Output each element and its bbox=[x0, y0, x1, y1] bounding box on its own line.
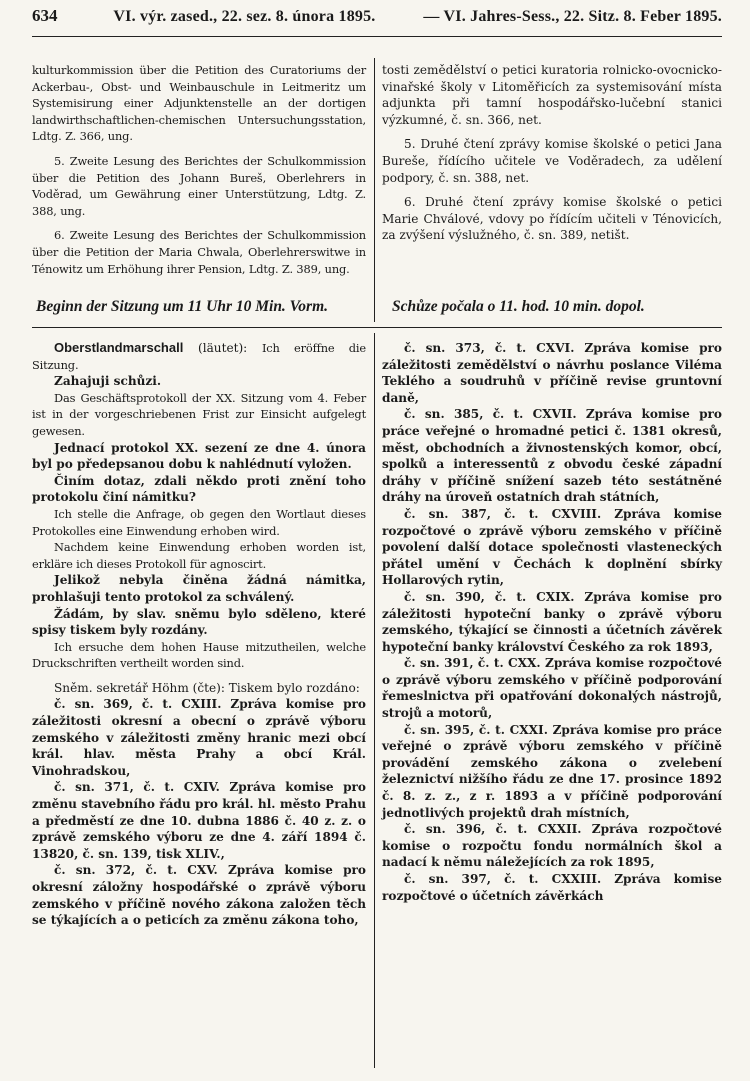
speaker-note: (läutet): bbox=[198, 341, 248, 355]
top-right-column-czech bbox=[382, 62, 722, 244]
sitting-start-czech: Schůze počala o 11. hod. 10 min. dopol. bbox=[392, 298, 645, 315]
print-item-397: č. sn. 397, č. t. CXXIII. Zpráva komise rozpočtové o účetních závěrkách bbox=[382, 872, 722, 903]
print-item-371: č. sn. 371, č. t. CXIV. Zpráva komise pro změnu stavebního řádu pro král. hl. město Prahu a předměstí ze dne 10. dubna 1886 č. 40 z. z. o zprávě zemského výboru ze dne 4. září 1894 č. 13820, č. sn. 139, tisk XLIV., bbox=[32, 780, 366, 861]
print-item-390: č. sn. 390, č. t. CXIX. Zpráva komise pro záležitosti hypoteční banky o zprávě výboru zemského, týkající se činnosti a účetních závěrek hypoteční banky království Českého za rok 1893, bbox=[382, 589, 722, 654]
speaker-paragraph bbox=[32, 340, 366, 373]
top-left-column-german bbox=[32, 62, 366, 277]
main-left-column bbox=[32, 340, 366, 929]
secretary-paragraph: Sněm. sekretář Höhm (čte): Tiskem bylo rozdáno: bbox=[54, 680, 360, 695]
print-item-396: č. sn. 396, č. t. CXXII. Zpráva rozpočtové komise o rozpočtu fondu normálních škol a nadací k němu náležejících za rok 1895, bbox=[382, 822, 722, 870]
agenda-item-6-cs: 6. Druhé čtení zprávy komise školské o petici Marie Chválové, vdovy po řídícím učiteli v Ténovicích, za zvýšení výslužného, č. sn. 389, netišt. bbox=[382, 195, 722, 243]
print-item-369: č. sn. 369, č. t. CXIII. Zpráva komise pro záležitosti okresní a obecní o zprávě výboru zemského v záležitosti změny hranic mezi obcí král. hlav. města Prahy a obcí Král. Vinohradskou, bbox=[32, 697, 366, 778]
page-number: 634 bbox=[32, 6, 58, 25]
agenda-item-4-cs: tosti zemědělství o petici kuratoria rolnicko-ovocnicko-vinařské školy v Litoměřicích za systemisování místa adjunkta při tamní hospodářsko-lučební stanici výzkumné, č. sn. 366, net. bbox=[382, 63, 722, 127]
header-title-german: — VI. Jahres-Sess., 22. Sitz. 8. Feber 1895. bbox=[423, 8, 722, 25]
agenda-item-4-de: kulturkommission über die Petition des Curatoriums der Ackerbau-, Obst- und Weinbauschule in Leitmeritz um Systemisirung einer Adjunktenstelle an der dortigen landwirthschaftlichen-chemischen Untersuchungsstation, Ldtg. Z. 366, ung. bbox=[32, 63, 366, 144]
header-rule bbox=[32, 36, 722, 37]
opening-cs: Zahajuji schůzi. bbox=[54, 374, 162, 389]
objection-query-de: Ich stelle die Anfrage, ob gegen den Wortlaut dieses Protokolles eine Einwendung erhoben wird. bbox=[32, 506, 366, 538]
print-item-372: č. sn. 372, č. t. CXV. Zpráva komise pro okresní záložny hospodářské o zprávě výboru zemského v příčině nového zákona založen těch se týkajících a o peticích za změnu zákona toho, bbox=[32, 863, 366, 928]
header-title-czech: VI. výr. zased., 22. sez. 8. února 1895. bbox=[113, 8, 376, 25]
agenda-item-6-de: 6. Zweite Lesung des Berichtes der Schulkommission über die Petition der Maria Chwala, Oberlehrerswitwe in Ténowitz um Erhöhung ihrer Pension, Ldtg. Z. 389, ung. bbox=[32, 228, 366, 276]
print-item-385: č. sn. 385, č. t. CXVII. Zpráva komise pro práce veřejné o hromadné petici č. 1381 okresů, měst, obchodních a živnostenských komor, obcí, spolků a interessentů z obvodu české západní dráhy v příčině snížení sazeb této sestátněné dráhy na úroveň ostatních drah státních, bbox=[382, 407, 722, 505]
print-item-387: č. sn. 387, č. t. CXVIII. Zpráva komise rozpočtové o zprávě výboru zemského v příčině povolení další dotace společnosti vlasteneckých přátel umění v Čechách k doplnění sbírky Hollarových rytin, bbox=[382, 506, 722, 588]
section-divider bbox=[32, 327, 722, 328]
column-divider-top bbox=[374, 58, 375, 322]
objection-query-cs: Činím dotaz, zdali někdo proti znění toho protokolu činí námitku? bbox=[32, 473, 366, 505]
speaker-name: Oberstlandmarschall bbox=[54, 340, 184, 355]
approval-de: Nachdem keine Einwendung erhoben worden ist, erkläre ich dieses Protokoll für agnoscirt. bbox=[32, 540, 366, 571]
protocol-note-de: Das Geschäftsprotokoll der XX. Sitzung vom 4. Feber ist in der vorgeschriebenen Frist zur Einsicht aufgelegt gewesen. bbox=[32, 390, 366, 438]
print-request-de: Ich ersuche dem hohen Hause mitzutheilen, welche Druckschriften vertheilt worden sind. bbox=[32, 639, 366, 671]
print-item-391: č. sn. 391, č. t. CXX. Zpráva komise rozpočtové o zprávě výboru zemského v příčině podporování řemeslnictva při opatřování dokonalých nástrojů, strojů a motorů, bbox=[382, 656, 722, 721]
agenda-item-5-cs: 5. Druhé čtení zprávy komise školské o petici Jana Bureše, řídícího učitele ve Voděradech, za udělení podpory, č. sn. 388, net. bbox=[382, 137, 722, 185]
main-right-column bbox=[382, 340, 722, 904]
page-header bbox=[32, 6, 722, 34]
column-divider-main bbox=[374, 333, 375, 1068]
print-item-373: č. sn. 373, č. t. CXVI. Zpráva komise pro záležitosti zemědělství o návrhu poslance Viléma Teklého a soudruhů v příčině revise gruntovní daně, bbox=[382, 341, 722, 405]
print-request-cs: Žádám, by slav. sněmu bylo sděleno, které spisy tiskem byly rozdány. bbox=[32, 606, 366, 638]
print-item-395: č. sn. 395, č. t. CXXI. Zpráva komise pro práce veřejné o zprávě výboru zemského v příčině provádění zemského zákona o zvelebení železnictví nižšího řádu ze dne 17. prosince 1892 č. 8. z. z., z r. 1893 a v příčině podporování jednotlivých projektů drah místních, bbox=[382, 722, 722, 820]
approval-cs: Jelikož nebyla činěna žádná námitka, prohlašuji tento protokol za schválený. bbox=[32, 573, 366, 604]
sitting-start-german: Beginn der Sitzung um 11 Uhr 10 Min. Vorm. bbox=[36, 298, 329, 315]
agenda-item-5-de: 5. Zweite Lesung des Berichtes der Schulkommission über die Petition des Johann Bureš, Oberlehrers in Voděrad, um Gewährung einer Unterstützung, Ldtg. Z. 388, ung. bbox=[32, 153, 366, 218]
opening-de: Ich eröffne die Sitzung. bbox=[32, 341, 366, 372]
protocol-note-cs: Jednací protokol XX. sezení ze dne 4. února byl po předepsanou dobu k nahlédnutí vyložen. bbox=[32, 440, 366, 472]
